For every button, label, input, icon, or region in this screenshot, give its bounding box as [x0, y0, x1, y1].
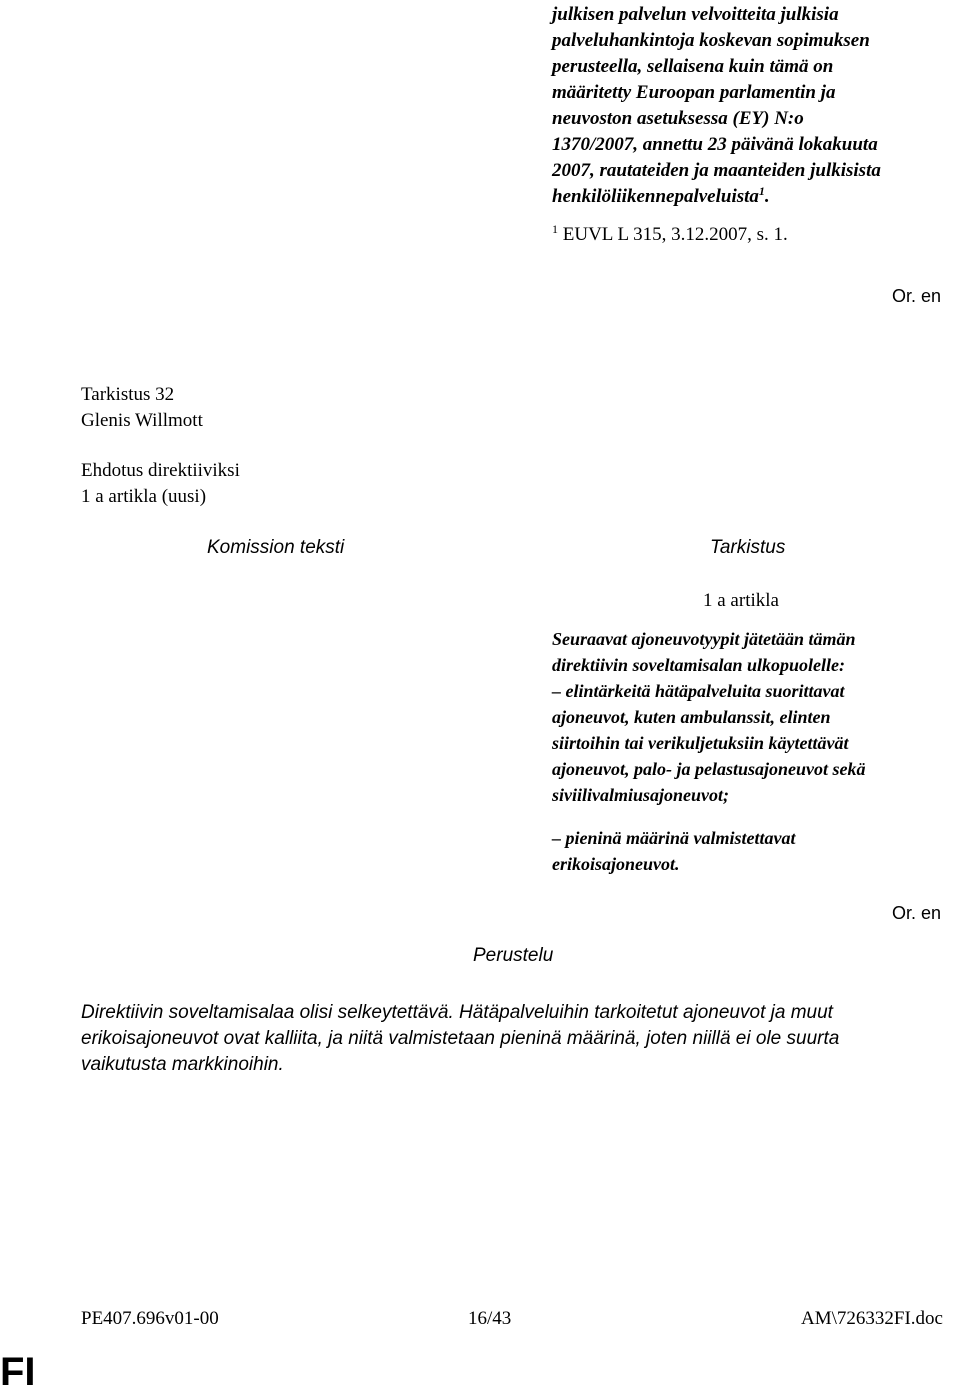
justification-line: vaikutusta markkinoihin.	[81, 1054, 284, 1075]
footer-page-number: 16/43	[468, 1308, 512, 1329]
continued-line: julkisen palvelun velvoitteita julkisia	[552, 4, 839, 25]
amendment-article-heading: 1 a artikla	[703, 590, 779, 611]
continued-last-text: henkilöliikennepalveluista	[552, 186, 759, 207]
amendment-line: siirtoihin tai verikuljetuksiin käytettävät	[552, 733, 849, 753]
continued-line: määritetty Euroopan parlamentin ja	[552, 82, 836, 103]
amendment-line: ajoneuvot, kuten ambulanssit, elinten	[552, 707, 831, 727]
continued-last-line	[552, 184, 952, 211]
amendment-paragraph-2	[552, 825, 952, 877]
amendment-line: ajoneuvot, palo- ja pelastusajoneuvot sekä	[552, 759, 866, 779]
proposal-title: Ehdotus direktiiviksi	[81, 460, 240, 481]
article-reference: 1 a artikla (uusi)	[81, 486, 207, 507]
amendment-line: direktiivin soveltamisalan ulkopuolelle:	[552, 655, 846, 675]
continued-line: 2007, rautateiden ja maanteiden julkisista	[552, 160, 881, 181]
footnote	[552, 222, 788, 249]
original-language-marker: Or. en	[892, 286, 942, 306]
continued-line: palveluhankintoja koskevan sopimuksen	[552, 30, 870, 51]
justification-line: Direktiivin soveltamisalaa olisi selkeytettävä. Hätäpalveluihin tarkoitetut ajoneuvot ja muut	[81, 1002, 833, 1023]
amendment-paragraph-1	[552, 626, 952, 808]
amendment-author: Glenis Willmott	[81, 410, 203, 431]
amendment-title: Tarkistus 32	[81, 384, 175, 405]
continued-line: neuvoston asetuksessa (EY) N:o	[552, 108, 804, 129]
footnote-text: EUVL L 315, 3.12.2007, s. 1.	[562, 224, 788, 245]
language-code: FI	[0, 1350, 36, 1394]
continued-line: perusteella, sellaisena kuin tämä on	[552, 56, 834, 77]
footnote-reference[interactable]: 1	[758, 184, 765, 198]
amendment-line: – pieninä määrinä valmistettavat	[552, 828, 796, 848]
justification-heading: Perustelu	[473, 945, 554, 966]
amendment-line: siviilivalmiusajoneuvot;	[552, 785, 730, 805]
footnote-marker: 1	[552, 222, 558, 236]
continued-line: 1370/2007, annettu 23 päivänä lokakuuta	[552, 134, 878, 155]
amendment-line: erikoisajoneuvot.	[552, 854, 680, 874]
justification-line: erikoisajoneuvot ovat kalliita, ja niitä valmistetaan pieninä määrinä, joten niillä ei ole suurta	[81, 1028, 840, 1049]
amendment-column-header: Tarkistus	[710, 537, 786, 558]
original-language-marker: Or. en	[892, 903, 942, 923]
continued-last-end: .	[764, 186, 770, 207]
continued-amendment-text	[552, 2, 952, 211]
justification-text	[81, 1000, 960, 1078]
footer-file-name: AM\726332FI.doc	[801, 1308, 943, 1329]
commission-text-header: Komission teksti	[207, 537, 345, 558]
amendment-line: – elintärkeitä hätäpalveluita suorittavat	[552, 681, 845, 701]
footer-document-reference: PE407.696v01-00	[81, 1308, 219, 1329]
amendment-line: Seuraavat ajoneuvotyypit jätetään tämän	[552, 629, 856, 649]
